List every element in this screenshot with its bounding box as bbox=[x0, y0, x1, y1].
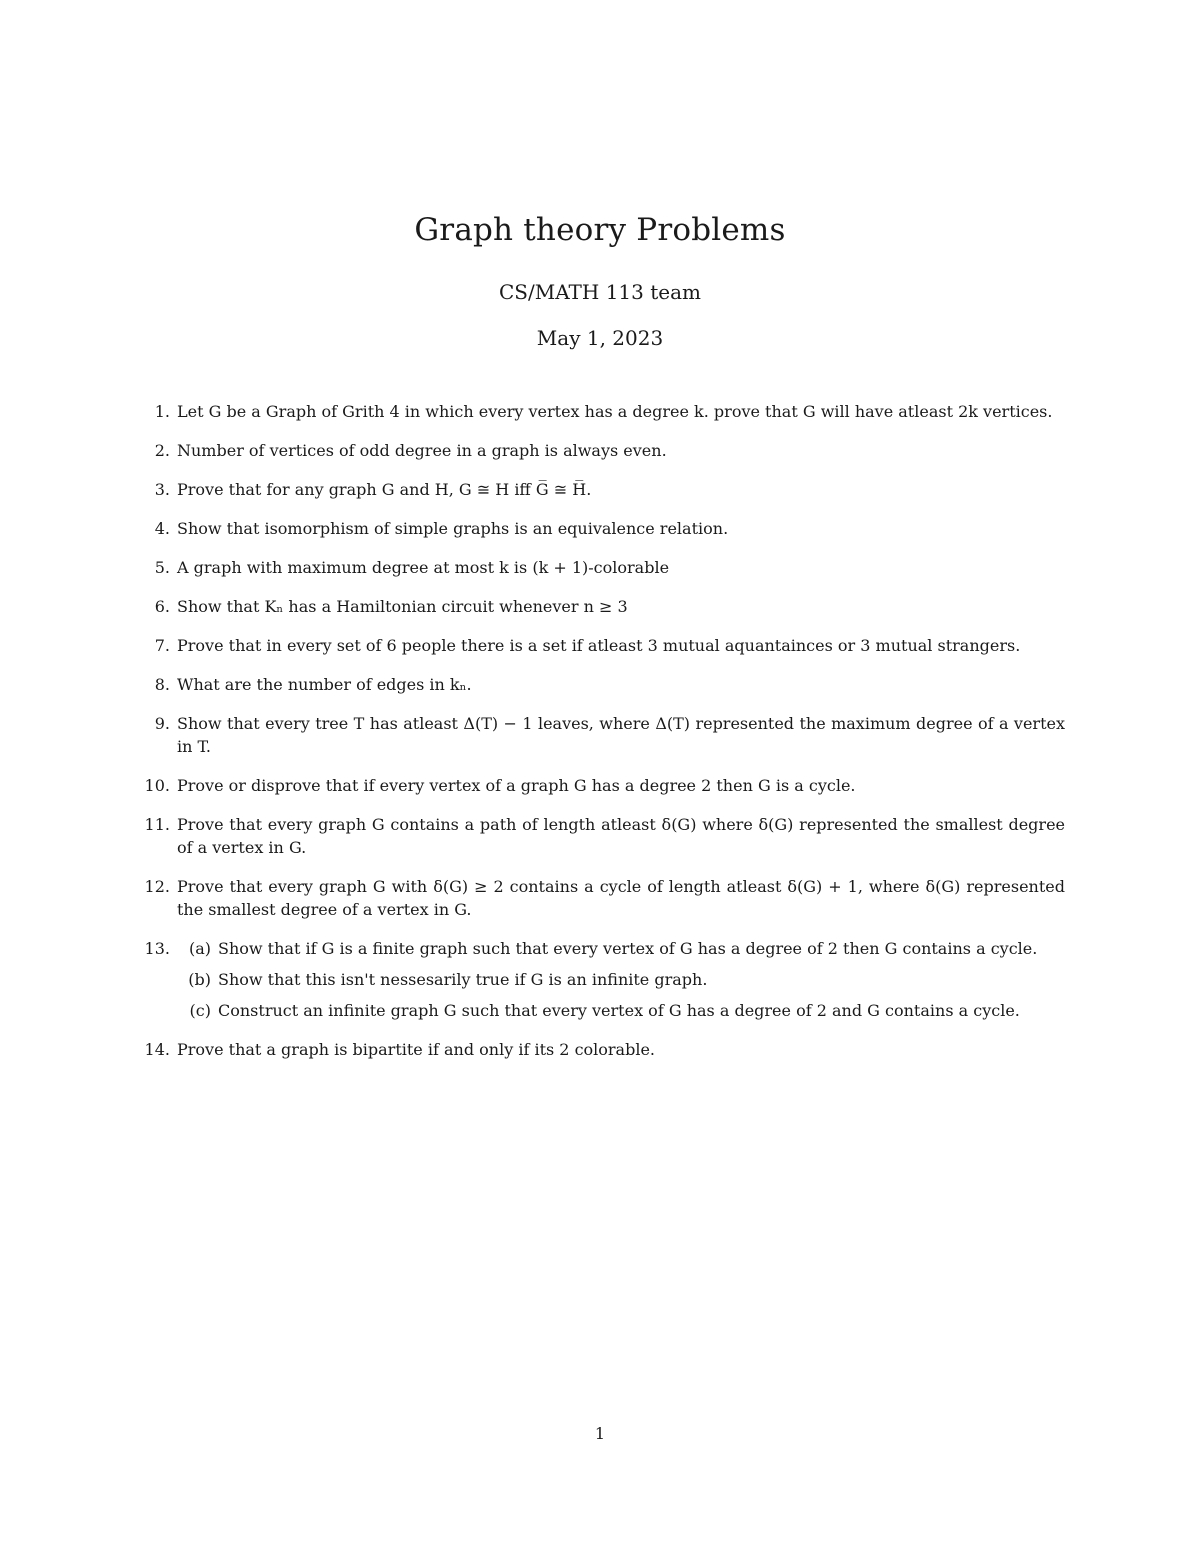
page-number: 1 bbox=[594, 1424, 606, 1443]
subpart-item bbox=[177, 968, 1065, 991]
problem-number: 3. bbox=[154, 480, 170, 499]
problem-text: Show that isomorphism of simple graphs is an equivalence relation. bbox=[177, 519, 729, 538]
problem-list bbox=[140, 400, 1065, 1077]
subpart-text: Show that if G is a finite graph such that every vertex of G has a degree of 2 then G contains a cycle. bbox=[218, 939, 1038, 958]
problem-item bbox=[140, 439, 1065, 462]
problem-number: 6. bbox=[154, 597, 170, 616]
document-title: Graph theory Problems bbox=[414, 212, 786, 248]
problem-text: Show that every tree T has atleast Δ(T) − 1 leaves, where Δ(T) represented the maximum degree of a vertex in T. bbox=[177, 714, 1065, 756]
subpart-text: Show that this isn't nessesarily true if G is an infinite graph. bbox=[218, 970, 708, 989]
problem-text: Number of vertices of odd degree in a graph is always even. bbox=[177, 441, 667, 460]
subpart-label: (c) bbox=[189, 1001, 211, 1020]
problem-item bbox=[140, 517, 1065, 540]
problem-item bbox=[140, 1038, 1065, 1061]
document-date: May 1, 2023 bbox=[536, 326, 664, 350]
subpart-label: (a) bbox=[188, 939, 211, 958]
problem-number: 2. bbox=[154, 441, 170, 460]
problem-text: Let G be a Graph of Grith 4 in which every vertex has a degree k. prove that G will have atleast 2k vertices. bbox=[177, 402, 1053, 421]
problem-number: 8. bbox=[154, 675, 170, 694]
problem-item bbox=[140, 673, 1065, 696]
subpart-item bbox=[177, 937, 1065, 960]
problem-number: 9. bbox=[154, 714, 170, 733]
problem-number: 7. bbox=[154, 636, 170, 655]
problem-item bbox=[140, 478, 1065, 501]
problem-number: 12. bbox=[144, 877, 170, 896]
document-author: CS/MATH 113 team bbox=[498, 280, 701, 304]
problem-text: Prove that in every set of 6 people there is a set if atleast 3 mutual aquantainces or 3 mutual strangers. bbox=[177, 636, 1021, 655]
problem-item bbox=[140, 813, 1065, 859]
problem-text: Prove that a graph is bipartite if and only if its 2 colorable. bbox=[177, 1040, 656, 1059]
problem-text: Prove that every graph G contains a path of length atleast δ(G) where δ(G) represented the smallest degree of a vertex in G. bbox=[177, 815, 1065, 857]
problem-number: 14. bbox=[144, 1040, 170, 1059]
problem-item bbox=[140, 400, 1065, 423]
problem-text: A graph with maximum degree at most k is (k + 1)-colorable bbox=[177, 558, 670, 577]
problem-text: Show that Kₙ has a Hamiltonian circuit whenever n ≥ 3 bbox=[177, 597, 628, 616]
problem-number: 4. bbox=[154, 519, 170, 538]
problem-item bbox=[140, 937, 1065, 1022]
problem-item bbox=[140, 556, 1065, 579]
problem-number: 5. bbox=[154, 558, 170, 577]
subpart-label: (b) bbox=[188, 970, 211, 989]
problem-item bbox=[140, 595, 1065, 618]
problem-item bbox=[140, 875, 1065, 921]
problem-text: Prove or disprove that if every vertex of a graph G has a degree 2 then G is a cycle. bbox=[177, 776, 856, 795]
problem-item bbox=[140, 712, 1065, 758]
problem-item bbox=[140, 774, 1065, 797]
subpart-text: Construct an infinite graph G such that every vertex of G has a degree of 2 and G contains a cycle. bbox=[218, 1001, 1020, 1020]
problem-item bbox=[140, 634, 1065, 657]
problem-number: 10. bbox=[144, 776, 170, 795]
subpart-item bbox=[177, 999, 1065, 1022]
problem-text: Prove that every graph G with δ(G) ≥ 2 contains a cycle of length atleast δ(G) + 1, where δ(G) represented the smallest degree of a vertex in G. bbox=[177, 877, 1065, 919]
problem-text: Prove that for any graph G and H, G ≅ H iff G̅ ≅ H̅. bbox=[177, 480, 592, 499]
problem-number: 1. bbox=[154, 402, 170, 421]
problem-text: What are the number of edges in kₙ. bbox=[177, 675, 472, 694]
problem-number: 11. bbox=[144, 815, 170, 834]
subpart-list bbox=[177, 937, 1065, 1022]
problem-number: 13. bbox=[144, 939, 170, 958]
